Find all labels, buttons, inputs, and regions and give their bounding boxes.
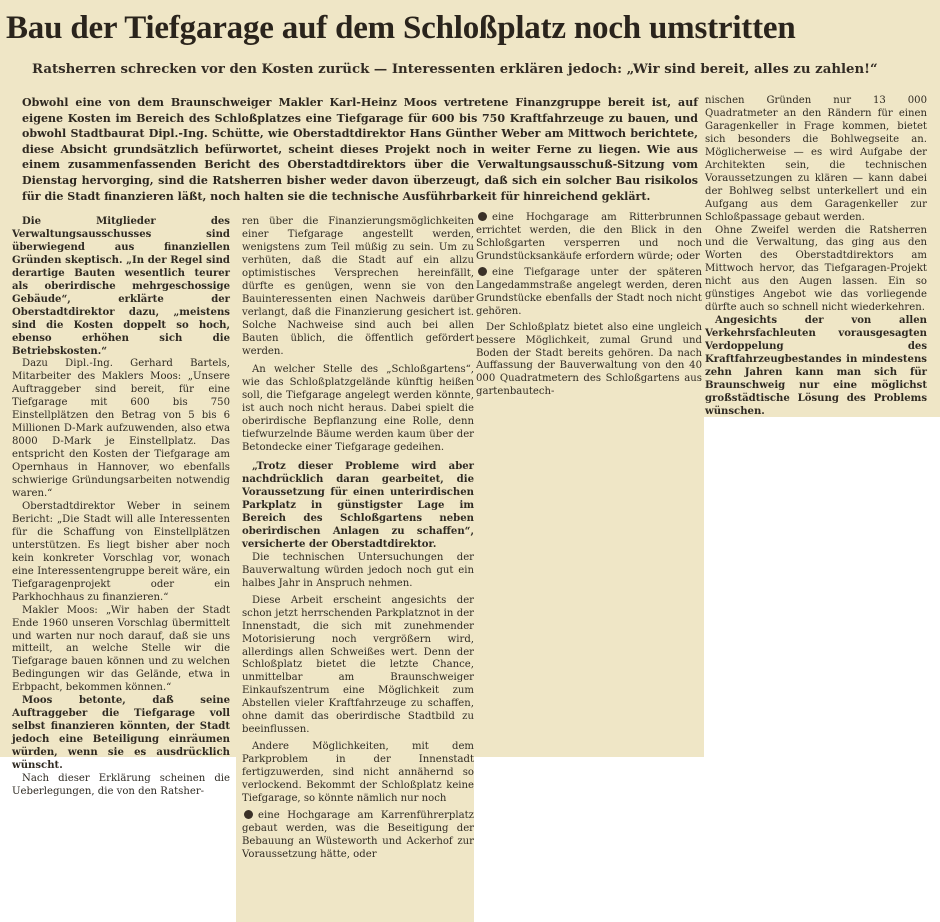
paragraph: Diese Arbeit erscheint angesichts der schon jetzt herrschenden Parkplatznot in der Innenstadt, die sich mit zunehmender Motorisierung noch vergrößern wird, allerdings allen Schweißes wert. Denn der Schloßplatz bietet die letzte Chance, unmittelbar am Braunschweiger Einkaufszentrum eine Möglichkeit zum Abstellen vieler Kraftfahrzeuge zu schaffen, ohne damit das oberirdische Stadtbild zu beeinflussen. (242, 594, 474, 736)
paragraph: Die technischen Untersuchungen der Bauverwaltung würden jedoch noch gut ein halbes Jahr in Anspruch nehmen. (242, 551, 474, 589)
paragraph: Nach dieser Erklärung scheinen die Ueberlegungen, die von den Ratsher- (12, 772, 230, 797)
paragraph: Moos betonte, daß seine Auftraggeber die Tiefgarage voll selbst finanzieren könnten, der Stadt jedoch eine Beteiligung einräumen würden, wenn sie es ausdrücklich wünscht. (12, 695, 230, 772)
bullet-dot-icon (478, 212, 487, 221)
paragraph: ren über die Finanzierungsmöglichkeiten einer Tiefgarage angestellt werden, wenigstens zum Teil müßig zu sein. Um zu verhüten, daß die Stadt auf ein allzu optimistisches Versprechen hereinfällt, dürfte es genügen, wenn sie von den Bauinteressenten einen Nachweis darüber verlangt, daß die Finanzierung gesichert ist. Solche Nachweise sind auch bei allen Bauten üblich, die öffentlich gefördert werden. (242, 216, 474, 357)
paragraph: Oberstadtdirektor Weber in seinem Bericht: „Die Stadt will alle Interessenten für die Schaffung von Einstellplätzen unterstützen. Es liegt bisher aber noch kein konkreter Vorschlag vor, wonach eine Interessentengruppe bereit wäre, ein Tiefgaragenprojekt oder ein Parkhochhaus zu finanzieren.“ (12, 500, 230, 603)
paragraph: Makler Moos: „Wir haben der Stadt Ende 1960 unseren Vorschlag übermittelt und warten nur noch darauf, daß sie uns mitteilt, an welche Stelle wir die Tiefgarage bauen können und zu welchen Bedingungen wir das Gelände, etwa in Erbpacht, bekommen können.“ (12, 604, 230, 694)
article-headline: Bau der Tiefgarage auf dem Schloßplatz noch umstritten (6, 10, 796, 46)
article-column-3 (476, 212, 702, 399)
paragraph: Andere Möglichkeiten, mit dem Parkproblem in der Innenstadt fertigzuwerden, sind nicht annähernd so verlockend. Bekommt der Schloßplatz keine Tiefgarage, so könnte nämlich nur noch (242, 741, 474, 804)
article-lead-paragraph: Obwohl eine von dem Braunschweiger Makler Karl-Heinz Moos vertretene Finanzgruppe bereit ist, auf eigene Kosten im Bereich des Schloßplatzes eine Tiefgarage für 600 bis 750 Kraftfahrzeuge zu bauen, und obwohl Stadtbaurat Dipl.-Ing. Schütte, wie Oberstadtdirektor Hans Günther Weber am Mittwoch berichtete, diese Absicht grundsätzlich befürwortet, scheint dieses Projekt noch in weiter Ferne zu liegen. Wie aus einem zusammenfassenden Bericht des Oberstadtdirektors über die Verwaltungsausschuß-Sitzung vom Dienstag hervorging, sind die Ratsherren bisher weder davon überzeugt, daß sich ein solcher Bau risikolos für die Stadt finanzieren läßt, noch halten sie die technische Ausführbarkeit für hinreichend geklärt. (22, 96, 698, 203)
article-column-4 (705, 95, 927, 419)
paragraph: Die Mitglieder des Verwaltungsausschusses sind überwiegend aus finanziellen Gründen skeptisch. „In der Regel sind derartige Bauten wesentlich teurer als oberirdische mehrgeschossige Gebäude“, erklärte der Oberstadtdirektor dazu, „meistens sind die Kosten doppelt so hoch, ebenso erhöhen sich die Betriebskosten.“ (12, 216, 230, 357)
paragraph: Der Schloßplatz bietet also eine ungleich bessere Möglichkeit, zumal Grund und Boden der Stadt bereits gehören. Da nach Auffassung der Bauverwaltung von den 40 000 Quadratmetern des Schloßgartens aus gartenbautech- (476, 321, 702, 398)
article-column-2 (242, 216, 474, 862)
bullet-dot-icon (478, 267, 487, 276)
bullet-text: eine Tiefgarage unter der späteren Langedammstraße angelegt werden, deren Grundstücke ebenfalls der Stadt noch nicht gehören. (476, 266, 702, 317)
bullet-item (476, 212, 702, 264)
paragraph: Angesichts der von allen Verkehrsfachleuten vorausgesagten Verdoppelung des Kraftfahrzeugbestandes in mindestens zehn Jahren kann man sich für Braunschweig nur eine möglichst großstädtische Lösung des Problems wünschen. (705, 315, 927, 417)
paragraph: nischen Gründen nur 13 000 Quadratmeter an den Rändern für einen Garagenkeller in Frage kommen, bietet sich besonders die Bohlwegseite an. Möglicherweise — es wird Aufgabe der Architekten sein, die technischen Voraussetzungen zu klären — kann dabei der Bohlweg selbst unterkellert und ein Aufgang aus dem Garagenkeller zur Schloßpassage gebaut werden. (705, 95, 927, 223)
paragraph: An welcher Stelle des „Schloßgartens“, wie das Schloßplatzgelände künftig heißen soll, die Tiefgarage angelegt werden könnte, ist auch noch nicht heraus. Dabei spielt die oberirdische Bepflanzung eine Rolle, denn tiefwurzelnde Bäume werden kaum über der Betondecke einer Tiefgarage gedeihen. (242, 364, 474, 454)
article-subheadline: Ratsherren schrecken vor den Kosten zurück — Interessenten erklären jedoch: „Wir sind bereit, alles zu zahlen!“ (32, 62, 878, 77)
bullet-dot-icon (244, 810, 253, 819)
paragraph: Dazu Dipl.-Ing. Gerhard Bartels, Mitarbeiter des Maklers Moos: „Unsere Auftraggeber sind bereit, für eine Tiefgarage mit 600 bis 750 Einstellplätzen den Betrag von 5 bis 6 Millionen D-Mark aufzuwenden, also etwa 8000 D-Mark je Einstellplatz. Das entspricht den Kosten der Tiefgarage am Opernhaus in Hannover, wo ebenfalls schwierige Gründungsarbeiten notwendig waren.“ (12, 358, 230, 500)
bullet-item (242, 810, 474, 862)
paragraph: „Trotz dieser Probleme wird aber nachdrücklich daran gearbeitet, die Voraussetzung für einen unterirdischen Parkplatz in günstigster Lage im Bereich des Schloßgartens neben oberirdischen Anlagen zu schaffen“, versicherte der Oberstadtdirektor. (242, 461, 474, 550)
bullet-item (476, 267, 702, 319)
paragraph: Ohne Zweifel werden die Ratsherren und die Verwaltung, das ging aus den Worten des Oberstadtdirektors am Mittwoch hervor, das Tiefgaragen-Projekt nicht aus den Augen lassen. Ein so günstiges Angebot wie das vorliegende dürfte auch so schnell nicht wiederkehren. (705, 224, 927, 314)
bullet-text: eine Hochgarage am Ritterbrunnen errichtet werden, die den Blick in den Schloßgarten versperren und noch Grundstücksankäufe erfordern würde; oder (476, 212, 702, 262)
bullet-text: eine Hochgarage am Karrenführerplatz gebaut werden, was die Beseitigung der Bebauung an Wüsteworth und Ackerhof zur Voraussetzung hätte, oder (242, 809, 474, 860)
article-column-1 (12, 216, 230, 799)
